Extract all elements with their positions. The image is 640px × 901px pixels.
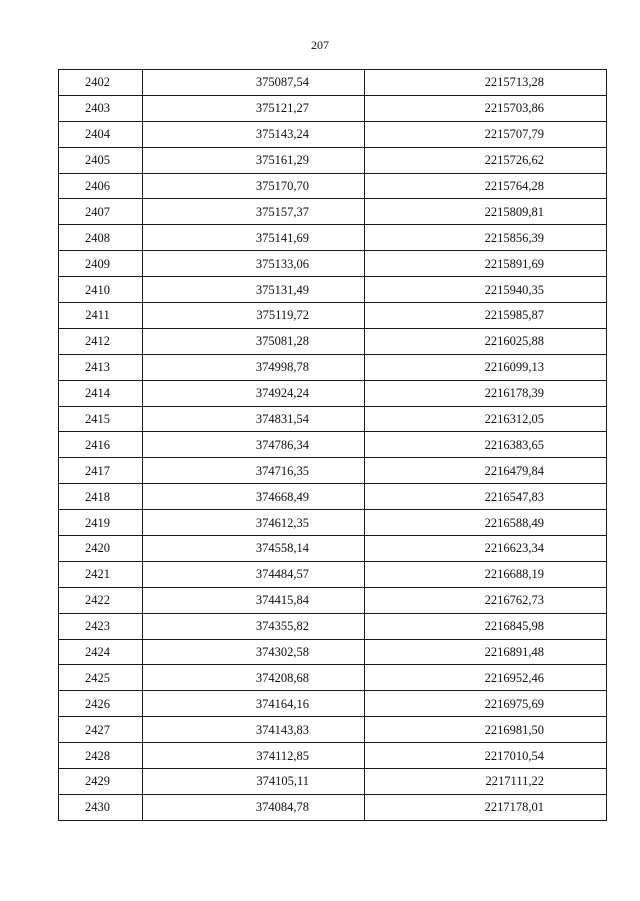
point-number-cell: 2413	[59, 354, 143, 380]
table-row	[59, 665, 607, 691]
point-number-cell: 2420	[59, 536, 143, 562]
point-number-cell: 2415	[59, 406, 143, 432]
x-coordinate-cell: 374415,84	[143, 587, 365, 613]
table-row	[59, 225, 607, 251]
y-coordinate-cell: 2216762,73	[365, 587, 607, 613]
y-coordinate-cell: 2216891,48	[365, 639, 607, 665]
point-number-cell: 2404	[59, 121, 143, 147]
y-coordinate-cell: 2215707,79	[365, 121, 607, 147]
y-coordinate-cell: 2216588,49	[365, 510, 607, 536]
coordinates-table-body	[59, 70, 607, 821]
y-coordinate-cell: 2215713,28	[365, 70, 607, 96]
point-number-cell: 2406	[59, 173, 143, 199]
table-row	[59, 251, 607, 277]
table-row	[59, 743, 607, 769]
y-coordinate-cell: 2215809,81	[365, 199, 607, 225]
point-number-cell: 2430	[59, 794, 143, 820]
y-coordinate-cell: 2216845,98	[365, 613, 607, 639]
table-row	[59, 484, 607, 510]
table-row	[59, 380, 607, 406]
y-coordinate-cell: 2215891,69	[365, 251, 607, 277]
x-coordinate-cell: 374302,58	[143, 639, 365, 665]
point-number-cell: 2402	[59, 70, 143, 96]
y-coordinate-cell: 2216383,65	[365, 432, 607, 458]
y-coordinate-cell: 2215726,62	[365, 147, 607, 173]
table-row	[59, 70, 607, 96]
y-coordinate-cell: 2215856,39	[365, 225, 607, 251]
x-coordinate-cell: 375133,06	[143, 251, 365, 277]
table-row	[59, 561, 607, 587]
x-coordinate-cell: 375170,70	[143, 173, 365, 199]
point-number-cell: 2411	[59, 303, 143, 329]
x-coordinate-cell: 374112,85	[143, 743, 365, 769]
point-number-cell: 2424	[59, 639, 143, 665]
table-row	[59, 613, 607, 639]
x-coordinate-cell: 375141,69	[143, 225, 365, 251]
y-coordinate-cell: 2216981,50	[365, 717, 607, 743]
table-row	[59, 173, 607, 199]
x-coordinate-cell: 374208,68	[143, 665, 365, 691]
y-coordinate-cell: 2216975,69	[365, 691, 607, 717]
point-number-cell: 2428	[59, 743, 143, 769]
table-row	[59, 121, 607, 147]
point-number-cell: 2422	[59, 587, 143, 613]
table-row	[59, 277, 607, 303]
x-coordinate-cell: 374084,78	[143, 794, 365, 820]
point-number-cell: 2417	[59, 458, 143, 484]
x-coordinate-cell: 374105,11	[143, 769, 365, 795]
x-coordinate-cell: 374831,54	[143, 406, 365, 432]
x-coordinate-cell: 374924,24	[143, 380, 365, 406]
y-coordinate-cell: 2216547,83	[365, 484, 607, 510]
y-coordinate-cell: 2217178,01	[365, 794, 607, 820]
point-number-cell: 2423	[59, 613, 143, 639]
point-number-cell: 2403	[59, 95, 143, 121]
x-coordinate-cell: 375161,29	[143, 147, 365, 173]
x-coordinate-cell: 375143,24	[143, 121, 365, 147]
x-coordinate-cell: 374164,16	[143, 691, 365, 717]
table-row	[59, 199, 607, 225]
point-number-cell: 2407	[59, 199, 143, 225]
x-coordinate-cell: 375157,37	[143, 199, 365, 225]
point-number-cell: 2429	[59, 769, 143, 795]
table-row	[59, 303, 607, 329]
y-coordinate-cell: 2216688,19	[365, 561, 607, 587]
table-row	[59, 587, 607, 613]
y-coordinate-cell: 2216952,46	[365, 665, 607, 691]
y-coordinate-cell: 2215940,35	[365, 277, 607, 303]
table-row	[59, 95, 607, 121]
table-row	[59, 458, 607, 484]
x-coordinate-cell: 375121,27	[143, 95, 365, 121]
y-coordinate-cell: 2216479,84	[365, 458, 607, 484]
table-row	[59, 354, 607, 380]
point-number-cell: 2425	[59, 665, 143, 691]
table-row	[59, 432, 607, 458]
x-coordinate-cell: 374484,57	[143, 561, 365, 587]
x-coordinate-cell: 374786,34	[143, 432, 365, 458]
point-number-cell: 2414	[59, 380, 143, 406]
x-coordinate-cell: 374143,83	[143, 717, 365, 743]
page-number: 207	[311, 38, 329, 52]
x-coordinate-cell: 374558,14	[143, 536, 365, 562]
point-number-cell: 2416	[59, 432, 143, 458]
coordinates-table	[58, 69, 607, 821]
x-coordinate-cell: 375087,54	[143, 70, 365, 96]
y-coordinate-cell: 2216312,05	[365, 406, 607, 432]
table-row	[59, 328, 607, 354]
y-coordinate-cell: 2217010,54	[365, 743, 607, 769]
point-number-cell: 2409	[59, 251, 143, 277]
table-row	[59, 691, 607, 717]
x-coordinate-cell: 374612,35	[143, 510, 365, 536]
y-coordinate-cell: 2216623,34	[365, 536, 607, 562]
table-row	[59, 717, 607, 743]
point-number-cell: 2410	[59, 277, 143, 303]
point-number-cell: 2419	[59, 510, 143, 536]
point-number-cell: 2418	[59, 484, 143, 510]
point-number-cell: 2426	[59, 691, 143, 717]
x-coordinate-cell: 375081,28	[143, 328, 365, 354]
y-coordinate-cell: 2216099,13	[365, 354, 607, 380]
y-coordinate-cell: 2215985,87	[365, 303, 607, 329]
table-row	[59, 536, 607, 562]
point-number-cell: 2412	[59, 328, 143, 354]
y-coordinate-cell: 2215764,28	[365, 173, 607, 199]
y-coordinate-cell: 2216025,88	[365, 328, 607, 354]
table-row	[59, 769, 607, 795]
table-row	[59, 639, 607, 665]
x-coordinate-cell: 375119,72	[143, 303, 365, 329]
point-number-cell: 2421	[59, 561, 143, 587]
x-coordinate-cell: 374668,49	[143, 484, 365, 510]
x-coordinate-cell: 375131,49	[143, 277, 365, 303]
y-coordinate-cell: 2216178,39	[365, 380, 607, 406]
table-row	[59, 147, 607, 173]
point-number-cell: 2427	[59, 717, 143, 743]
point-number-cell: 2405	[59, 147, 143, 173]
table-row	[59, 510, 607, 536]
x-coordinate-cell: 374716,35	[143, 458, 365, 484]
y-coordinate-cell: 2215703,86	[365, 95, 607, 121]
table-row	[59, 794, 607, 820]
y-coordinate-cell: 2217111,22	[365, 769, 607, 795]
table-row	[59, 406, 607, 432]
x-coordinate-cell: 374355,82	[143, 613, 365, 639]
x-coordinate-cell: 374998,78	[143, 354, 365, 380]
point-number-cell: 2408	[59, 225, 143, 251]
